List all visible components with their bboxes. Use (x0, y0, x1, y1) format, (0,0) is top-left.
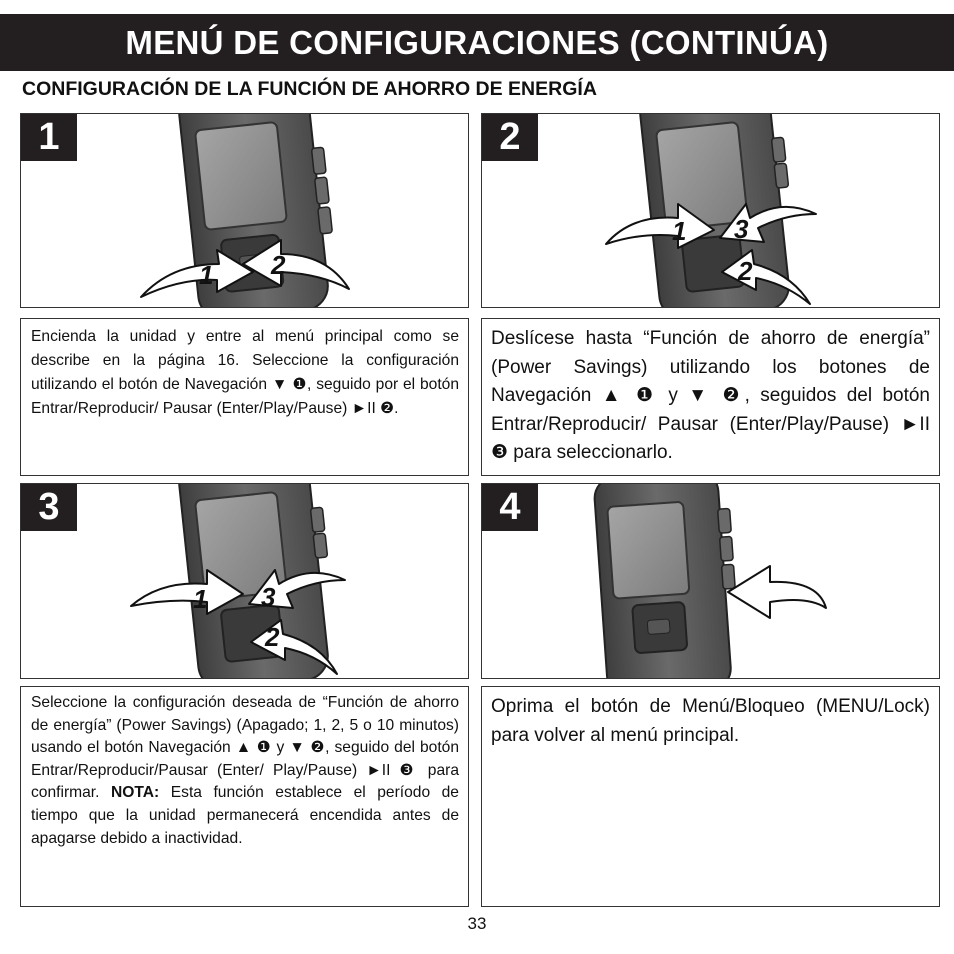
page-number: 33 (467, 914, 487, 933)
step-number-2: 2 (482, 114, 538, 161)
arrow-label-1: 1 (193, 584, 208, 614)
arrow-label-3: 3 (261, 582, 276, 612)
arrow-label-2: 2 (738, 256, 753, 286)
step-3-note-text: Esta función establece el período de tiempo que la unidad permanecerá encendida antes de apagarse debido a inactividad. (31, 784, 459, 847)
device-illustration (21, 484, 469, 679)
step-number-4: 4 (482, 484, 538, 531)
step-1-text: Encienda la unidad y entre al menú principal como se describe en la página 16. Seleccione la configuración utilizando el botón de Navegación ▼ ❶, seguido por el botón Entrar/Reproducir/ Pausar (Enter/Play/Pause) ►II ❷. (31, 328, 459, 417)
step-2-illustration (481, 113, 940, 308)
arrow-label-2: 2 (265, 622, 280, 652)
section-subtitle: CONFIGURACIÓN DE LA FUNCIÓN DE AHORRO DE ENERGÍA (22, 78, 597, 100)
arrow-label-2: 2 (271, 250, 286, 280)
step-3-text (31, 692, 459, 850)
step-1-illustration (20, 113, 469, 308)
page-title: MENÚ DE CONFIGURACIONES (CONTINÚA) (0, 14, 954, 71)
device-illustration (482, 484, 940, 679)
step-3-illustration (20, 483, 469, 679)
step-number-1: 1 (21, 114, 77, 161)
device-illustration (482, 114, 940, 308)
arrow-label-1: 1 (199, 260, 214, 290)
step-2-text: Deslícese hasta “Función de ahorro de energía” (Power Savings) utilizando los botones de Navegación ▲ ❶ y ▼ ❷, seguidos del botón Entrar/Reproducir/ Pausar (Enter/Play/Pause) ►II ❸ para seleccionarlo. (491, 328, 930, 463)
arrow-menu-icon (728, 566, 826, 618)
step-1-description (20, 318, 469, 476)
step-3-text-main: Seleccione la configuración deseada de “Función de ahorro de energía” (Power Savings) (Apagado; 1, 2, 5 o 10 minutos) usando el botón Navegación ▲ ❶ y ▼ ❷, seguido del botón Entrar/Reproducir/Pausar (Enter/ Play/Pause) ►II ❸ para confirmar. (31, 694, 459, 802)
step-number-3: 3 (21, 484, 77, 531)
step-4-illustration (481, 483, 940, 679)
device-illustration (21, 114, 469, 308)
note-label: NOTA: (111, 784, 160, 802)
step-2-description (481, 318, 940, 476)
step-3-description (20, 686, 469, 907)
step-4-text: Oprima el botón de Menú/Bloqueo (MENU/Lock) para volver al menú principal. (491, 696, 930, 746)
arrow-label-3: 3 (734, 214, 749, 244)
step-4-description (481, 686, 940, 907)
arrow-label-1: 1 (672, 216, 687, 246)
